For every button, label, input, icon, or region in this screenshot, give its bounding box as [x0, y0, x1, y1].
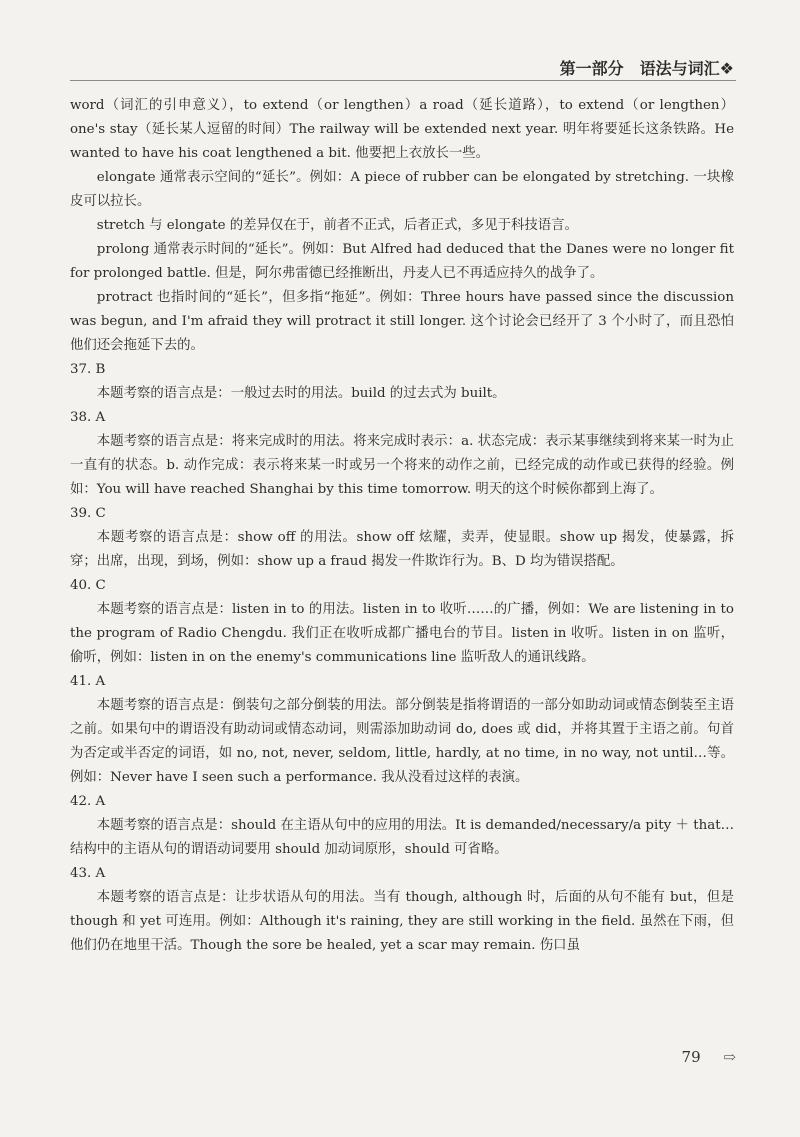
answer-number: 39. C	[70, 506, 106, 521]
header-divider	[70, 80, 736, 81]
answer-number: 42. A	[70, 794, 106, 809]
paragraph: word（词汇的引申意义），to extend（or lengthen）a road（延长道路），to extend（or lengthen）one's stay（延长某人逗留的时间）The railway will be extended next year. 明年将要延长这条铁路。He wanted to have his coat lengthened a bit. 他要把上衣放长一些。	[70, 98, 734, 161]
page-header	[0, 52, 800, 82]
paragraph: protract 也指时间的“延长”，但多指“拖延”。例如：Three hours have passed since the discussion was begun, and I'm afraid they will protract it still longer. 这个讨论会已经开了 3 个小时了，而且恐怕他们还会拖延下去的。	[70, 290, 734, 353]
paragraph: 本题考察的语言点是：should 在主语从句中的应用的用法。It is demanded/necessary/a pity ＋ that…结构中的主语从句的谓语动词要用 should 加动词原形，should 可省略。	[70, 818, 734, 857]
answer-number: 38. A	[70, 410, 106, 425]
answer-number: 37. B	[70, 362, 106, 377]
paragraph: 本题考察的语言点是：倒装句之部分倒装的用法。部分倒装是指将谓语的一部分如助动词或情态倒装至主语之前。如果句中的谓语没有助动词或情态动词，则需添加助动词 do, does 或 did，并将其置于主语之前。句首为否定或半否定的词语，如 no, not, never, seldom, little, hardly, at no time, in no way, not until…等。例如：Never have I seen such a performance. 我从没看过这样的表演。	[70, 698, 734, 785]
paragraph: prolong 通常表示时间的“延长”。例如：But Alfred had deduced that the Danes were no longer fit for prolonged battle. 但是，阿尔弗雷德已经推断出，丹麦人已不再适应持久的战争了。	[70, 242, 734, 281]
section-title: 第一部分 语法与词汇❖	[559, 59, 734, 78]
answer-number: 43. A	[70, 866, 106, 881]
page-footer	[682, 1048, 736, 1078]
paragraph: stretch 与 elongate 的差异仅在于，前者不正式，后者正式，多见于科技语言。	[96, 218, 578, 233]
answer-number: 41. A	[70, 674, 106, 689]
page-number: 79	[681, 1048, 701, 1066]
paragraph: 本题考察的语言点是：将来完成时的用法。将来完成时表示：a. 状态完成：表示某事继续到将来某一时为止一直有的状态。b. 动作完成：表示将来某一时或另一个将来的动作之前，已经完成的动作或已获得的经验。例如：You will have reached Shanghai by this time tomorrow. 明天的这个时候你都到上海了。	[70, 434, 734, 497]
paragraph: elongate 通常表示空间的“延长”。例如：A piece of rubber can be elongated by stretching. 一块橡皮可以拉长。	[70, 170, 734, 209]
answer-number: 40. C	[70, 578, 106, 593]
paragraph: 本题考察的语言点是：show off 的用法。show off 炫耀，卖弄，使显眼。show up 揭发，使暴露，拆穿；出席，出现，到场，例如：show up a fraud 揭发一件欺诈行为。B、D 均为错误搭配。	[70, 530, 734, 569]
paragraph: 本题考察的语言点是：listen in to 的用法。listen in to 收听……的广播，例如：We are listening in to the program of Radio Chengdu. 我们正在收听成都广播电台的节目。listen in 收听。listen in on 监听，偷听，例如：listen in on the enemy's communications line 监听敌人的通讯线路。	[70, 602, 734, 665]
paragraph: 本题考察的语言点是：让步状语从句的用法。当有 though, although 时，后面的从句不能有 but，但是 though 和 yet 可连用。例如：Although it's raining, they are still working in the field. 虽然在下雨，但他们仍在地里干活。Though the sore be healed, yet a scar may remain. 伤口虽	[70, 890, 734, 953]
paragraph: 本题考察的语言点是：一般过去时的用法。build 的过去式为 built。	[96, 386, 506, 401]
page-body	[70, 94, 734, 958]
right-arrow-icon: ⇨	[723, 1048, 736, 1066]
